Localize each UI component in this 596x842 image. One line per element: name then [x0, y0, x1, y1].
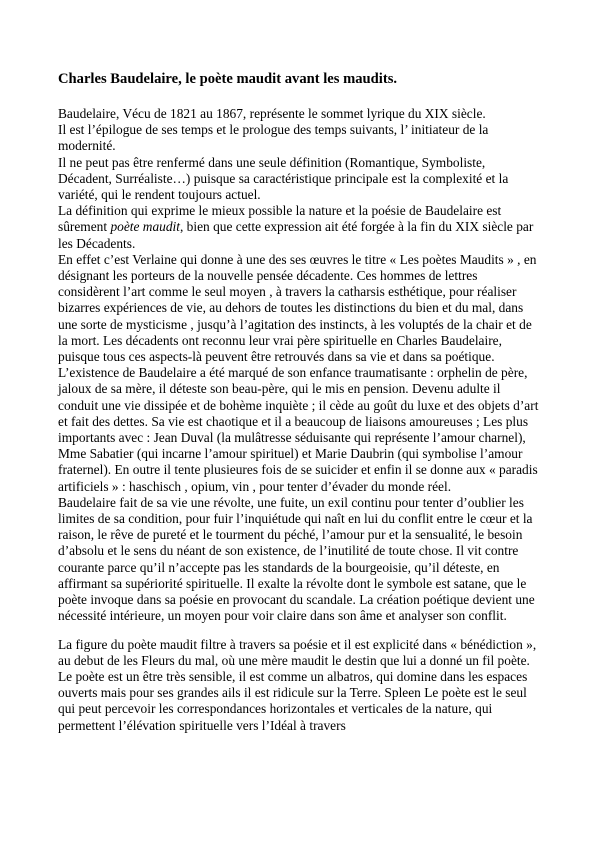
paragraph-figure-poete: La figure du poète maudit filtre à travers sa poésie et il est explicité dans « bénédiction », au debut de les Fleurs du mal, où une mère maudit le destin que lui a donné un fil poète. Le poète est un être très sensible, il est comme un albatros, qui domine dans les espaces ouverts mais pour ses grandes ails il est ridicule sur la Terre. Spleen Le poète est le seul qui peut percevoir les correspondances horizontales et verticales de la nature, qui permettent l’élévation spirituelle vers l’Idéal à travers: [58, 636, 537, 733]
paragraph-poete-maudit-before: La définition qui exprime le mieux possible la nature et la poésie de Baudelaire est sûrement: [58, 203, 502, 235]
paragraph-intro-dates: Baudelaire, Vécu de 1821 au 1867, représente le sommet lyrique du XIX siècle.: [58, 106, 486, 121]
paragraph-poete-maudit: [58, 203, 542, 252]
document-title: Charles Baudelaire, le poète maudit avant les maudits.: [58, 71, 398, 87]
paragraph-definition: Il ne peut pas être renfermé dans une seule définition (Romantique, Symboliste, Décadent, Surréaliste…) puisque sa caractéristique principale est la complexité et la variété, qui le rendent toujours actuel.: [58, 154, 509, 203]
paragraph-poete-maudit-after: , bien que cette expression ait été forgée à la fin du XIX siècle par les Décadents.: [58, 219, 534, 251]
paragraph-existence: L’existence de Baudelaire a été marqué de son enfance traumatisante : orphelin de père, jaloux de sa mère, il déteste son beau-père, qui le mis en pension. Devenu adulte il conduit une vie dissipée et de bohème inquiète ; il cède au goût du luxe et des objets d’art et fait des dettes. Sa vie est chaotique et il a beaucoup de liaisons amoureuses ; Les plus importants avec : Jean Duval (la mulâtresse séduisante qui représente l’amour charnel), Mme Sabatier (qui incarne l’amour spirituel) et Marie Daubrin (qui symbolise l’amour fraternel). En outre il tente plusieures fois de se suicider et enfin il se donne aux « paradis artificiels » : haschisch , opium, vin , pour tenter d’évader du monde réel.: [58, 365, 539, 494]
document-body: [58, 70, 542, 734]
paragraph-epilogue: Il est l’épilogue de ses temps et le prologue des temps suivants, l’ initiateur de la modernité.: [58, 122, 489, 154]
poete-maudit-emphasis: poète maudit: [110, 219, 180, 235]
paragraph-verlaine: En effet c’est Verlaine qui donne à une des ses œuvres le titre « Les poètes Maudits » , en désignant les porteurs de la nouvelle pensée décadente. Ces hommes de lettres considèrent l’art comme le seul moyen , à travers la catharsis esthétique, pour réaliser bizarres expériences de vie, au dehors de toutes les distinctions du bien et du mal, dans une sorte de mysticisme , jusqu’à l’agitation des instincts, à les voluptés de la chair et de la mort. Les décadents ont reconnu leur vrai père spirituelle en Charles Baudelaire, puisque tous ces aspects-là peuvent être retrouvés dans sa vie et dans sa poétique.: [58, 251, 537, 365]
paragraph-revolte: Baudelaire fait de sa vie une révolte, une fuite, un exil continu pour tenter d’oublier les limites de sa condition, pour fuir l’inquiétude qui naît en lui du conflit entre le cœur et la raison, le rêve de pureté et le tourment du péché, l’amour pur et la sensualité, le besoin d’absolu et le sens du néant de son existence, de l’inutilité de toute chose. Il vit contre courante parce qu’il n’accepte pas les standards de la bourgeoisie, qu’il déteste, en affirmant sa supériorité spirituelle. Il exalte la révolte dont le symbole est satane, que le poète invoque dans sa poésie en provocant du scandale. La création poétique devient une nécessité intérieure, un moyen pour voir claire dans son âme et analyser son conflit.: [58, 494, 535, 624]
